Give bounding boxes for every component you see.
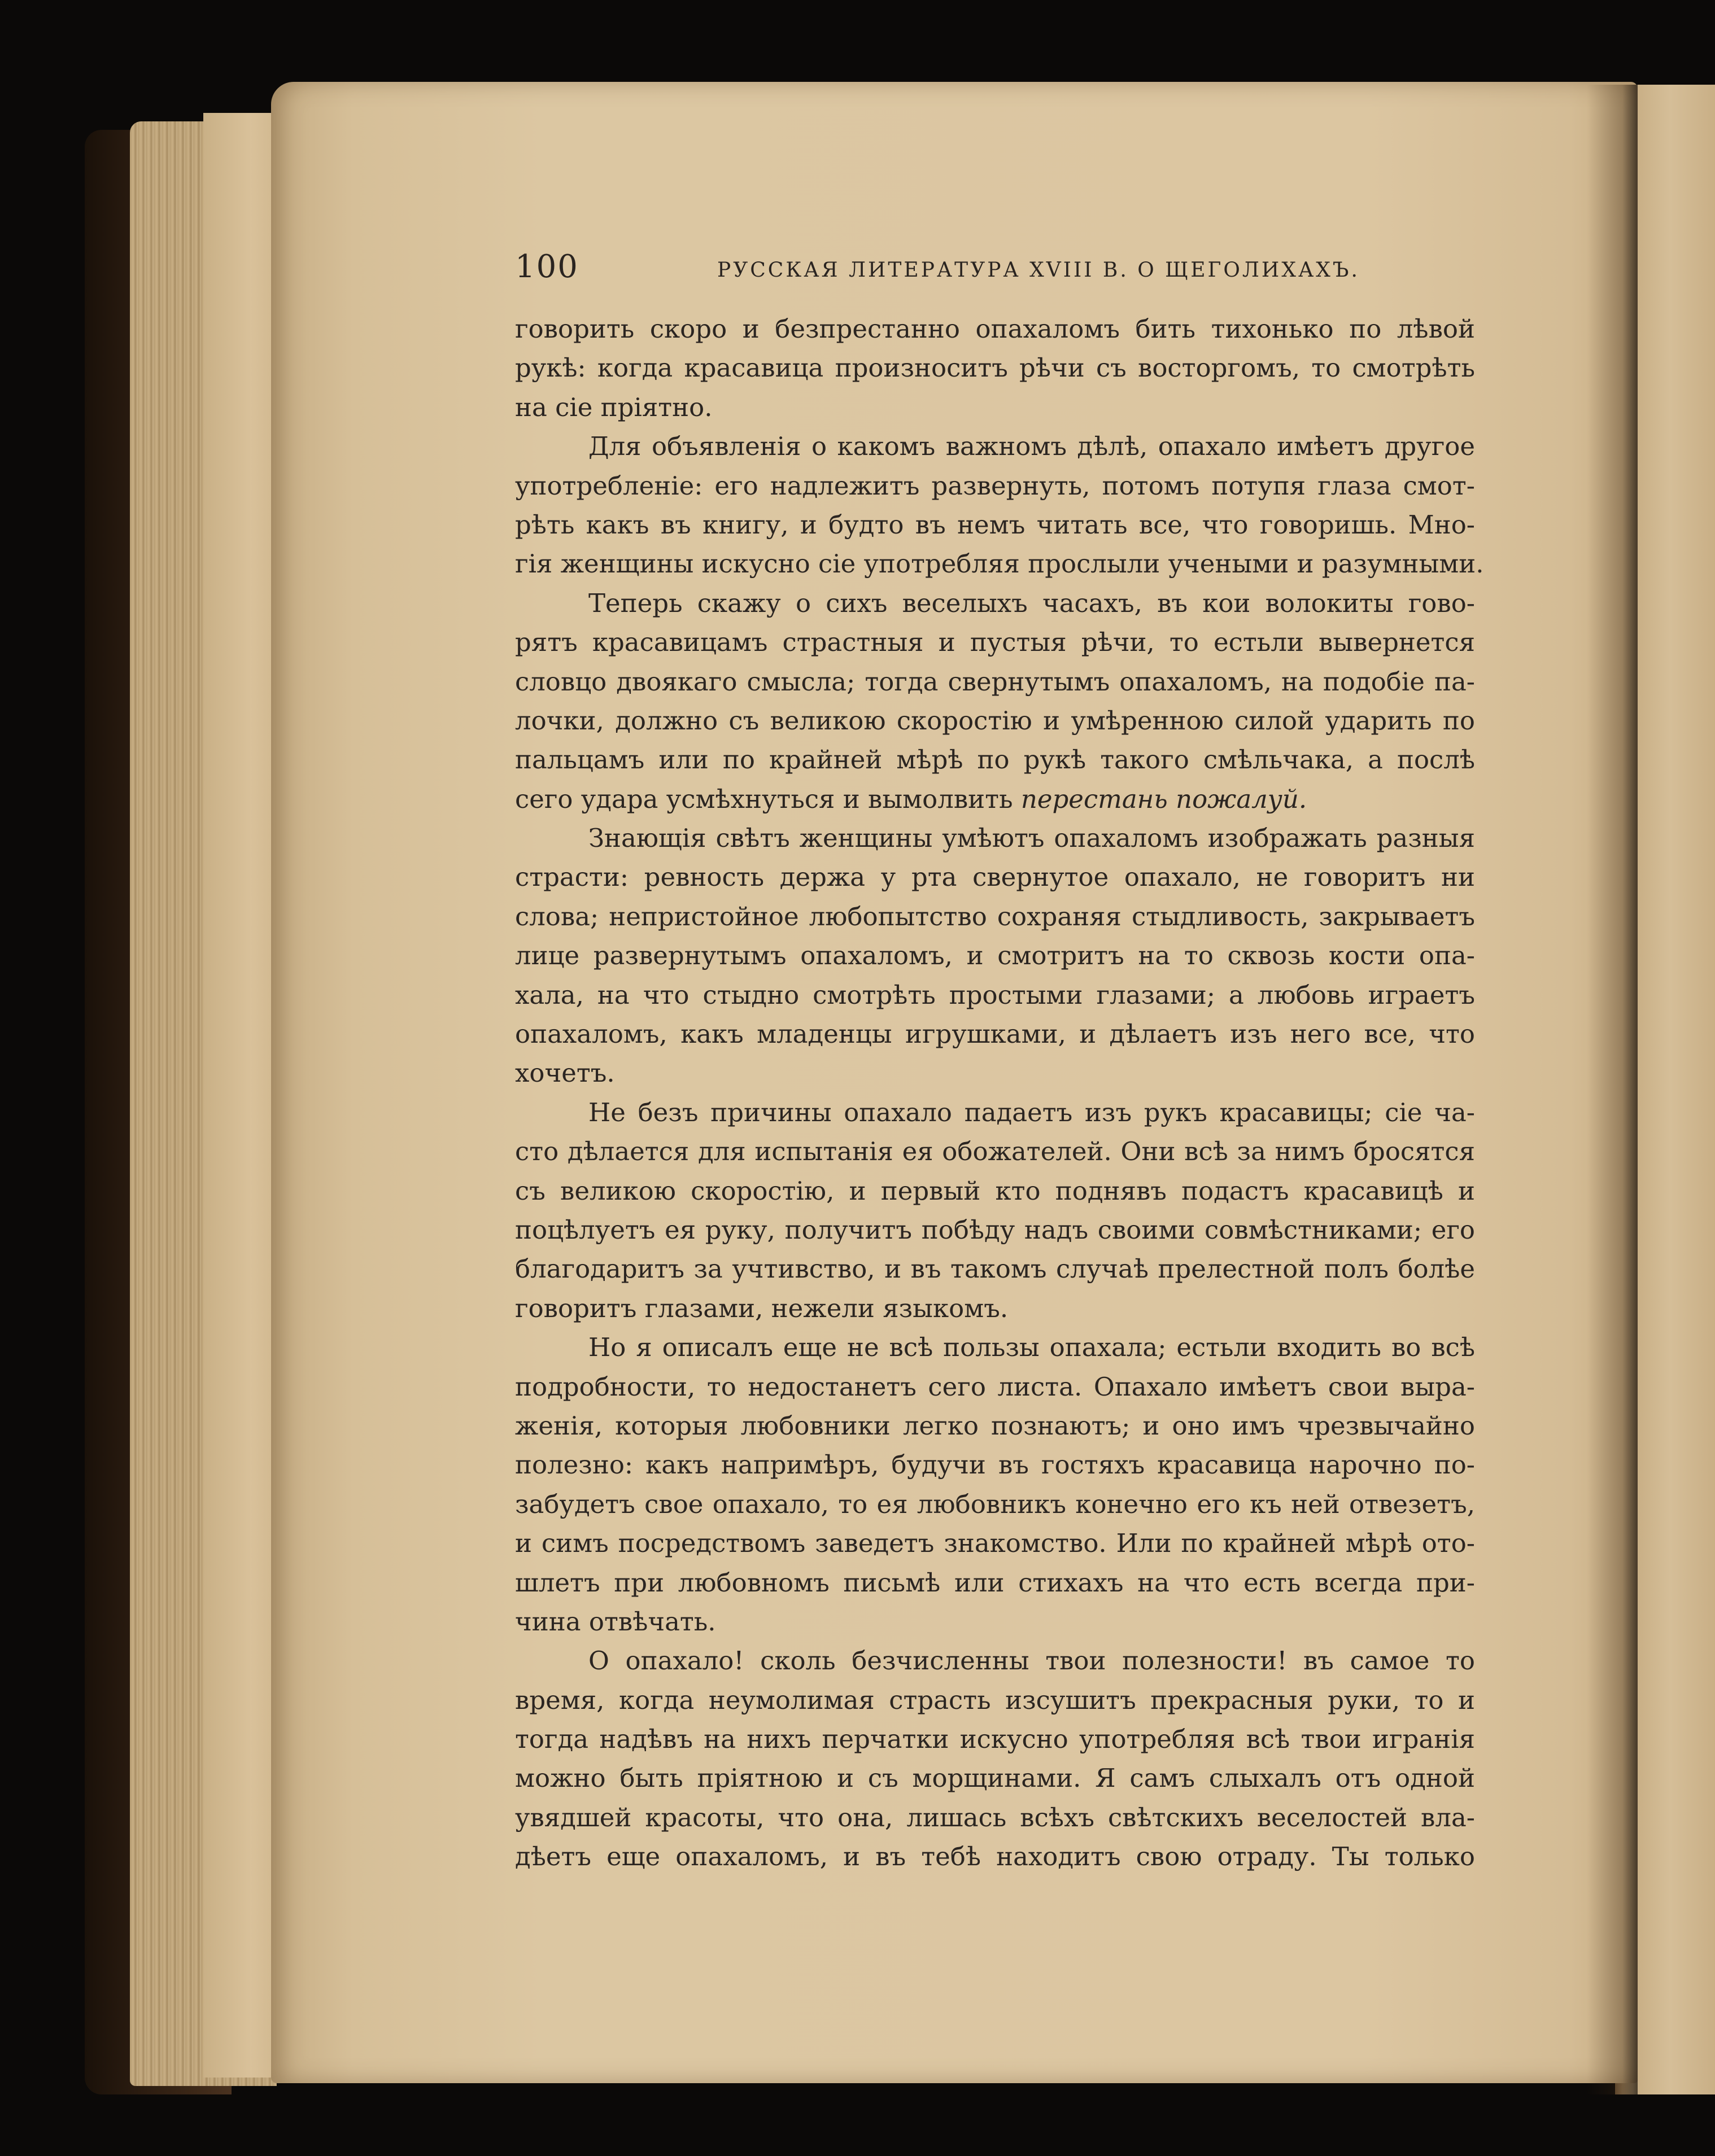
text-line [515,1641,1475,1680]
text-line-content: дѣетъ еще опахаломъ, и въ тебѣ находитъ свою отраду. Ты только [515,1842,1475,1872]
text-line [515,544,1484,583]
text-line-content: поцѣлуетъ ея руку, получитъ побѣду надъ своими совмѣстниками; его [515,1214,1475,1245]
text-line-content: подробности, то недостанетъ сего листа. Опахало имѣетъ свои выра- [515,1371,1475,1402]
text-line [515,1602,1475,1641]
text-line [515,309,1475,348]
text-line-content: Знающія свѣтъ женщины умѣютъ опахаломъ изображать разныя [588,823,1475,854]
text-line [515,976,1475,1014]
text-line [515,858,1475,896]
text-line [515,1053,1475,1092]
text-line-content: Для объявленія о какомъ важномъ дѣлѣ, опахало имѣетъ другое [588,431,1475,462]
text-line-content: рятъ красавицамъ страстныя и пустыя рѣчи, то естьли вывернется [515,627,1475,658]
text-line-content: сего удара усмѣхнуться и вымолвить [515,784,1013,814]
text-line [515,1406,1475,1445]
text-line [515,1563,1475,1602]
text-line-content: можно быть пріятною и съ морщинами. Я самъ слыхалъ отъ одной [515,1763,1475,1794]
text-line-content: гія женщины искусно сіе употребляя прослыли учеными и разумными. [515,549,1484,579]
text-line-content: тогда надѣвъ на нихъ перчатки искусно употребляя всѣ твои игранія [515,1724,1475,1755]
text-line [515,819,1475,858]
text-line-content: увядшей красоты, что она, лишась всѣхъ свѣтскихъ веселостей вла- [515,1802,1475,1833]
text-line-content: и симъ посредствомъ заведетъ знакомство. Или по крайней мѣрѣ ото- [515,1528,1475,1559]
text-line-content: пальцамъ или по крайней мѣрѣ по рукѣ такого смѣльчака, а послѣ [515,745,1475,775]
text-line-content: съ великою скоростію, и первый кто поднявъ подастъ красавицѣ и [515,1175,1475,1206]
gutter-shadow [1587,85,1638,2094]
text-line [515,1171,1475,1210]
page-edge [203,113,282,2078]
text-line-content: словцо двоякаго смысла; тогда свернутымъ опахаломъ, на подобіе па- [515,666,1475,697]
text-line-content: О опахало! сколь безчисленны твои полезности! въ самое то [588,1646,1475,1676]
text-line-content: на сіе пріятно. [515,392,713,422]
text-line [515,505,1475,544]
text-line-content: лице развернутымъ опахаломъ, и смотритъ на то сквозь кости опа- [515,941,1475,971]
page-number: 100 [515,248,579,285]
text-line [515,1485,1475,1524]
text-line [515,1720,1475,1759]
text-line-content: чина отвѣчать. [515,1606,716,1637]
text-line [515,1132,1475,1171]
text-line [515,701,1475,740]
text-line-content: лочки, должно съ великою скоростію и умѣренною силой ударить по [515,705,1475,736]
text-line [515,584,1475,623]
text-line-content: слова; непристойное любопытство сохраняя стыдливость, закрываетъ [515,901,1475,932]
text-line-content: говорить скоро и безпрестанно опахаломъ бить тихонько по лѣвой [515,314,1475,344]
text-line [515,348,1475,387]
text-line [515,1289,1475,1328]
text-line-content: время, когда неумолимая страсть изсушитъ прекрасныя руки, то и [515,1685,1475,1715]
text-line-content: сто дѣлается для испытанія ея обожателей. Они всѣ за нимъ бросятся [515,1136,1475,1167]
text-line [515,1524,1475,1563]
body-text [515,309,1484,1877]
text-line-content: страсти: ревность держа у рта свернутое опахало, не говоритъ ни [515,862,1475,893]
text-line-content: хочетъ. [515,1058,615,1088]
text-line-content: Но я описалъ еще не всѣ пользы опахала; естьли входить во всѣ [588,1332,1475,1363]
text-line [515,780,1475,819]
text-line [515,740,1475,779]
text-line-content: полезно: какъ напримѣръ, будучи въ гостяхъ красавица нарочно по- [515,1450,1475,1480]
text-line-content: женія, которыя любовники легко познаютъ; и оно имъ чрезвычайно [515,1410,1475,1441]
text-line [515,1093,1475,1132]
text-line [515,427,1475,466]
text-line [515,1014,1475,1053]
text-line-content: Теперь скажу о сихъ веселыхъ часахъ, въ кои волокиты гово- [588,588,1475,618]
italic-phrase: перестань пожалуй. [1020,784,1307,814]
text-line [515,466,1475,505]
text-line-content: забудетъ свое опахало, то ея любовникъ конечно его къ ней отвезетъ, [515,1489,1475,1519]
text-line [515,388,1475,427]
text-line [515,1759,1475,1798]
text-line-content: рѣть какъ въ книгу, и будто въ немъ читать все, что говоришь. Мно- [515,509,1475,540]
text-line [515,1249,1475,1288]
text-line [515,1210,1475,1249]
text-line [515,662,1475,701]
text-line [515,1445,1475,1484]
text-line [515,1798,1475,1837]
text-line-content: рукѣ: когда красавица произноситъ рѣчи съ восторгомъ, то смотрѣть [515,353,1475,383]
text-line [515,623,1475,662]
text-line [515,1367,1475,1406]
text-line [515,936,1475,975]
text-line [515,897,1475,936]
text-line [515,1681,1475,1720]
text-line-content: шлетъ при любовномъ письмѣ или стихахъ на что есть всегда при- [515,1567,1475,1598]
running-head: РУССКАЯ ЛИТЕРАТУРА XVIII В. О ЩЕГОЛИХАХЪ. [717,259,1360,282]
text-line-content: хала, на что стыдно смотрѣть простыми глазами; а любовь играетъ [515,979,1475,1010]
text-line [515,1328,1475,1367]
text-line-content: опахаломъ, какъ младенцы игрушками, и дѣлаетъ изъ него все, что [515,1019,1475,1049]
text-line [515,1837,1475,1876]
text-line-content: благодаритъ за учтивство, и въ такомъ случаѣ прелестной полъ болѣе [515,1254,1475,1284]
text-line-content: употребленіе: его надлежитъ развернуть, потомъ потупя глаза смот- [515,470,1475,501]
text-line-content: говоритъ глазами, нежели языкомъ. [515,1293,1009,1323]
text-line-content: Не безъ причины опахало падаетъ изъ рукъ красавицы; сіе ча- [588,1097,1475,1127]
